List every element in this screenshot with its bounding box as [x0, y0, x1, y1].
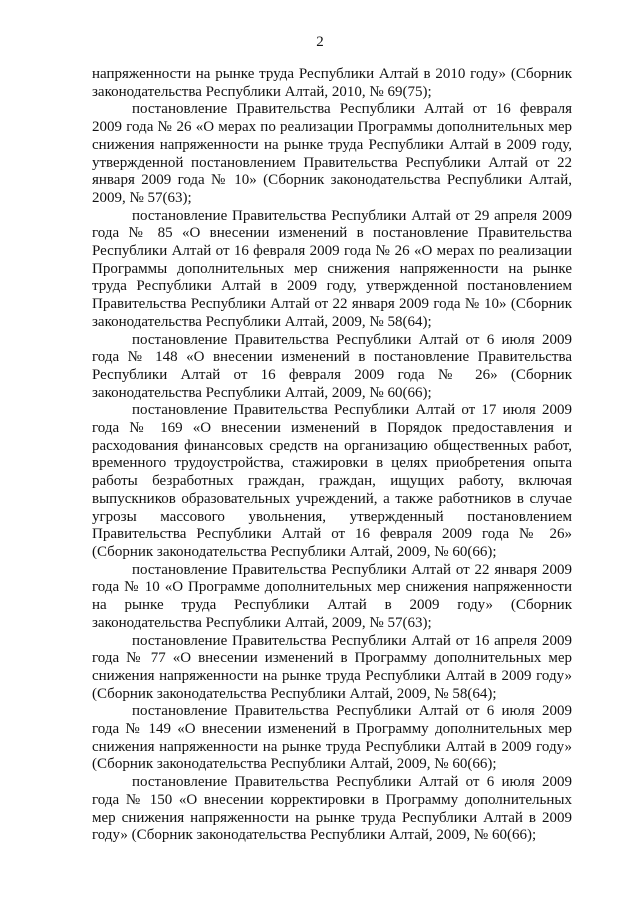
paragraph-resolution-10: постановление Правительства Республики Алтай от 22 января 2009 года № 10 «О Программе дополнительных мер снижения напряженности на рынке труда Республики Алтай в 2009 году» (Сборник законодательства Республики Алтай, 2009, № 57(63); [92, 561, 572, 631]
paragraph-resolution-150: постановление Правительства Республики Алтай от 6 июля 2009 года № 150 «О внесении корректировки в Программу дополнительных мер снижения напряженности на рынке труда Республики Алтай в 2009 году» (Сборник законодательства Республики Алтай, 2009, № 60(66); [92, 774, 572, 844]
paragraph-resolution-169: постановление Правительства Республики Алтай от 17 июля 2009 года № 169 «О внесении изменений в Порядок предоставления и расходования финансовых средств на организацию общественных работ, временного трудоустройства, стажировки в целях приобретения опыта работы безработных граждан, граждан, ищущих работу, включая выпускников образовательных учреждений, а также работников в случае угрозы массового увольнения, утвержденный постановлением Правительства Республики Алтай от 16 февраля 2009 года № 26» (Сборник законодательства Республики Алтай, 2009, № 60(66); [92, 402, 572, 560]
page-number: 2 [316, 34, 324, 50]
paragraph-resolution-85: постановление Правительства Республики Алтай от 29 апреля 2009 года № 85 «О внесении изменений в постановление Правительства Республики Алтай от 16 февраля 2009 года № 26 «О мерах по реализации Программы дополнительных мер снижения напряженности на рынке труда Республики Алтай в 2009 году, утвержденной постановлением Правительства Республики Алтай от 22 января 2009 года № 10» (Сборник законодательства Республики Алтай, 2009, № 58(64); [92, 207, 572, 330]
paragraph-continuation: напряженности на рынке труда Республики Алтай в 2010 году» (Сборник законодательства Республики Алтай, 2010, № 69(75); [92, 66, 572, 100]
paragraph-resolution-148: постановление Правительства Республики Алтай от 6 июля 2009 года № 148 «О внесении изменений в постановление Правительства Республики Алтай от 16 февраля 2009 года № 26» (Сборник законодательства Республики Алтай, 2009, № 60(66); [92, 331, 572, 401]
paragraph-resolution-77: постановление Правительства Республики Алтай от 16 апреля 2009 года № 77 «О внесении изменений в Программу дополнительных мер снижения напряженности на рынке труда Республики Алтай в 2009 году» (Сборник законодательства Республики Алтай, 2009, № 58(64); [92, 632, 572, 702]
paragraph-resolution-26: постановление Правительства Республики Алтай от 16 февраля 2009 года № 26 «О мерах по реализации Программы дополнительных мер снижения напряженности на рынке труда Республики Алтай в 2009 году, утвержденной постановлением Правительства Республики Алтай от 22 января 2009 года № 10» (Сборник законодательства Республики Алтай, 2009, № 57(63); [92, 101, 572, 206]
document-body [92, 66, 572, 845]
paragraph-resolution-149: постановление Правительства Республики Алтай от 6 июля 2009 года № 149 «О внесении изменений в Программу дополнительных мер снижения напряженности на рынке труда Республики Алтай в 2009 году» (Сборник законодательства Республики Алтай, 2009, № 60(66); [92, 703, 572, 773]
